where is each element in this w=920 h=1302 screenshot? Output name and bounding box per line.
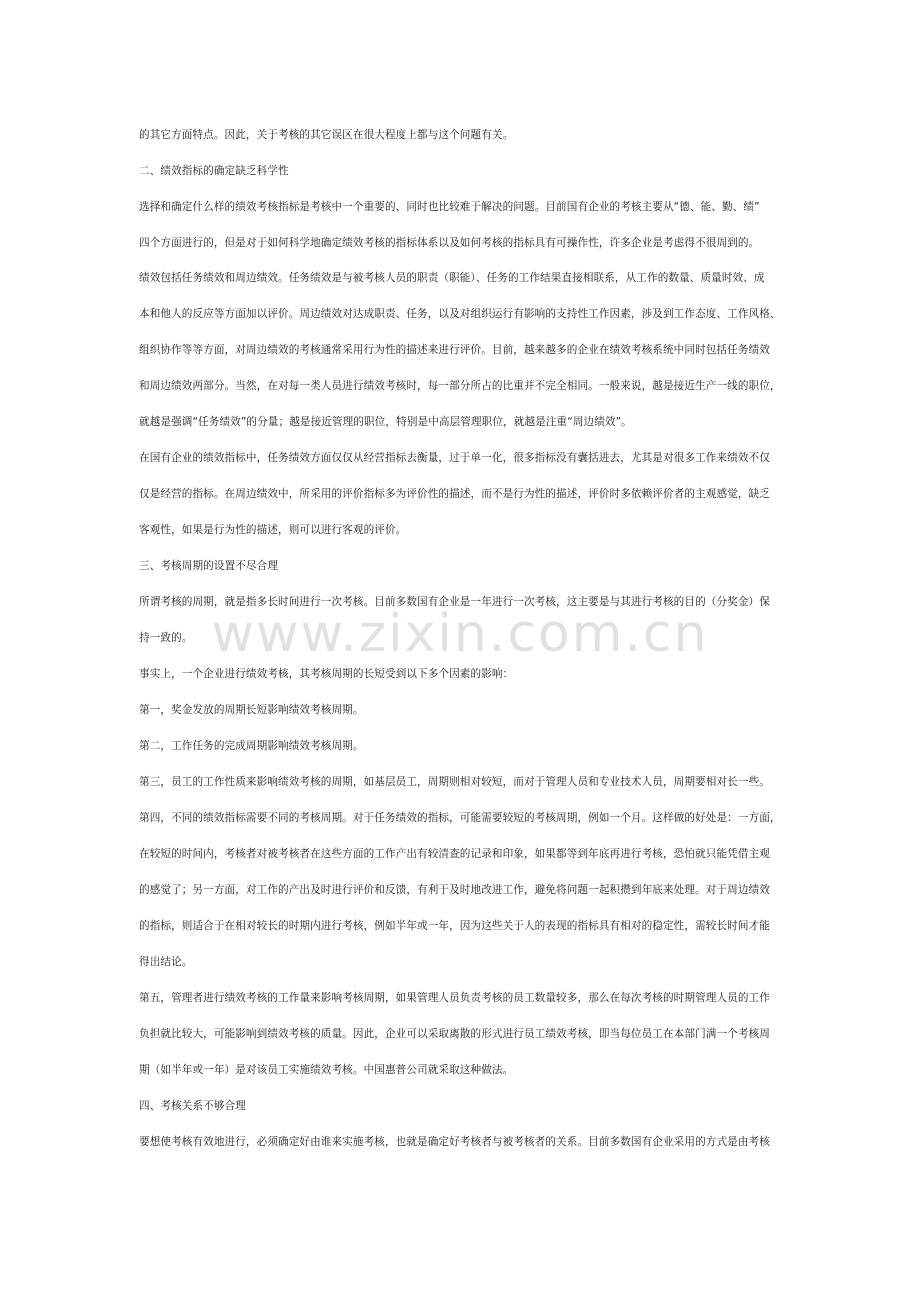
text-line: 仅是经营的指标。在周边绩效中，所采用的评价指标多为评价性的描述，而不是行为性的描述，评价时多依赖评价者的主观感觉，缺乏 [139, 488, 770, 500]
text-line: 第五，管理者进行绩效考核的工作量来影响考核周期，如果管理人员负责考核的员工数量较多，那么在每次考核的时期管理人员的工作 [139, 992, 770, 1004]
section-heading: 二、绩效指标的确定缺乏科学性 [139, 165, 289, 177]
text-line: 事实上，一个企业进行绩效考核，其考核周期的长短受到以下多个因素的影响： [139, 668, 514, 680]
text-line: 就越是强调“任务绩效”的分量；越是接近管理的职位，特别是中高层管理职位，就越是注重“周边绩效”。 [139, 416, 632, 428]
text-line: 第二，工作任务的完成周期影响绩效考核周期。 [139, 740, 364, 752]
text-line: 持一致的。 [139, 632, 193, 644]
text-line: 第三，员工的工作性质来影响绩效考核的周期，如基层员工，周期则相对较短，而对于管理人员和专业技术人员，周期要相对长一些。 [139, 776, 770, 788]
text-line: 的指标，则适合于在相对较长的时期内进行考核，例如半年或一年，因为这些关于人的表现的指标具有相对的稳定性，需较长时间才能 [139, 920, 770, 932]
watermark: www.zixin.com.cn [211, 604, 709, 664]
text-line: 第一，奖金发放的周期长短影响绩效考核周期。 [139, 704, 364, 716]
text-line: 期（如半年或一年）是对该员工实施绩效考核。中国惠普公司就采取这种做法。 [139, 1064, 514, 1076]
text-line: 在国有企业的绩效指标中，任务绩效方面仅仅从经营指标去衡量，过于单一化，很多指标没有囊括进去，尤其是对很多工作来绩效不仅 [139, 452, 770, 464]
text-line: 组织协作等等方面，对周边绩效的考核通常采用行为性的描述来进行评价。目前，越来越多的企业在绩效考核系统中同时包括任务绩效 [139, 344, 770, 356]
text-line: 本和他人的反应等方面加以评价。周边绩效对达成职责、任务，以及对组织运行有影响的支持性工作因素，涉及到工作态度、工作风格、 [139, 308, 781, 320]
text-line: 得出结论。 [139, 956, 193, 968]
text-line: 所谓考核的周期，就是指多长时间进行一次考核。目前多数国有企业是一年进行一次考核，这主要是与其进行考核的目的（分奖金）保 [139, 596, 770, 608]
text-line: 选择和确定什么样的绩效考核指标是考核中一个重要的、同时也比较难于解决的问题。目前国有企业的考核主要从“德、能、勤、绩” [139, 201, 760, 213]
text-line: 要想使考核有效地进行，必须确定好由谁来实施考核，也就是确定好考核者与被考核者的关系。目前多数国有企业采用的方式是由考核 [139, 1136, 770, 1148]
section-heading: 三、考核周期的设置不尽合理 [139, 560, 279, 572]
text-line: 在较短的时间内，考核者对被考核者在这些方面的工作产出有较清查的记录和印象，如果都等到年底再进行考核，恐怕就只能凭借主观 [139, 848, 770, 860]
text-line: 四个方面进行的，但是对于如何科学地确定绩效考核的指标体系以及如何考核的指标具有可操作性，许多企业是考虑得不很周到的。 [139, 237, 760, 249]
text-line: 客观性，如果是行为性的描述，则可以进行客观的评价。 [139, 524, 407, 536]
text-line: 负担就比较大，可能影响到绩效考核的质量。因此，企业可以采取离散的形式进行员工绩效考核，即当每位员工在本部门满一个考核周 [139, 1028, 770, 1040]
text-line: 和周边绩效两部分。当然，在对每一类人员进行绩效考核时，每一部分所占的比重并不完全相同。一般来说，越是接近生产一线的职位， [139, 380, 781, 392]
text-line: 第四，不同的绩效指标需要不同的考核周期。对于任务绩效的指标，可能需要较短的考核周期，例如一个月。这样做的好处是：一方面， [139, 812, 781, 824]
text-line: 的其它方面特点。因此，关于考核的其它误区在很大程度上都与这个问题有关。 [139, 129, 514, 141]
text-line: 绩效包括任务绩效和周边绩效。任务绩效是与被考核人员的职责（职能）、任务的工作结果直接相联系，从工作的数量、质量时效、成 [139, 272, 765, 284]
section-heading: 四、考核关系不够合理 [139, 1100, 246, 1112]
text-line: 的感觉了；另一方面，对工作的产出及时进行评价和反馈，有利于及时地改进工作，避免将问题一起积攒到年底来处理。对于周边绩效 [139, 884, 770, 896]
